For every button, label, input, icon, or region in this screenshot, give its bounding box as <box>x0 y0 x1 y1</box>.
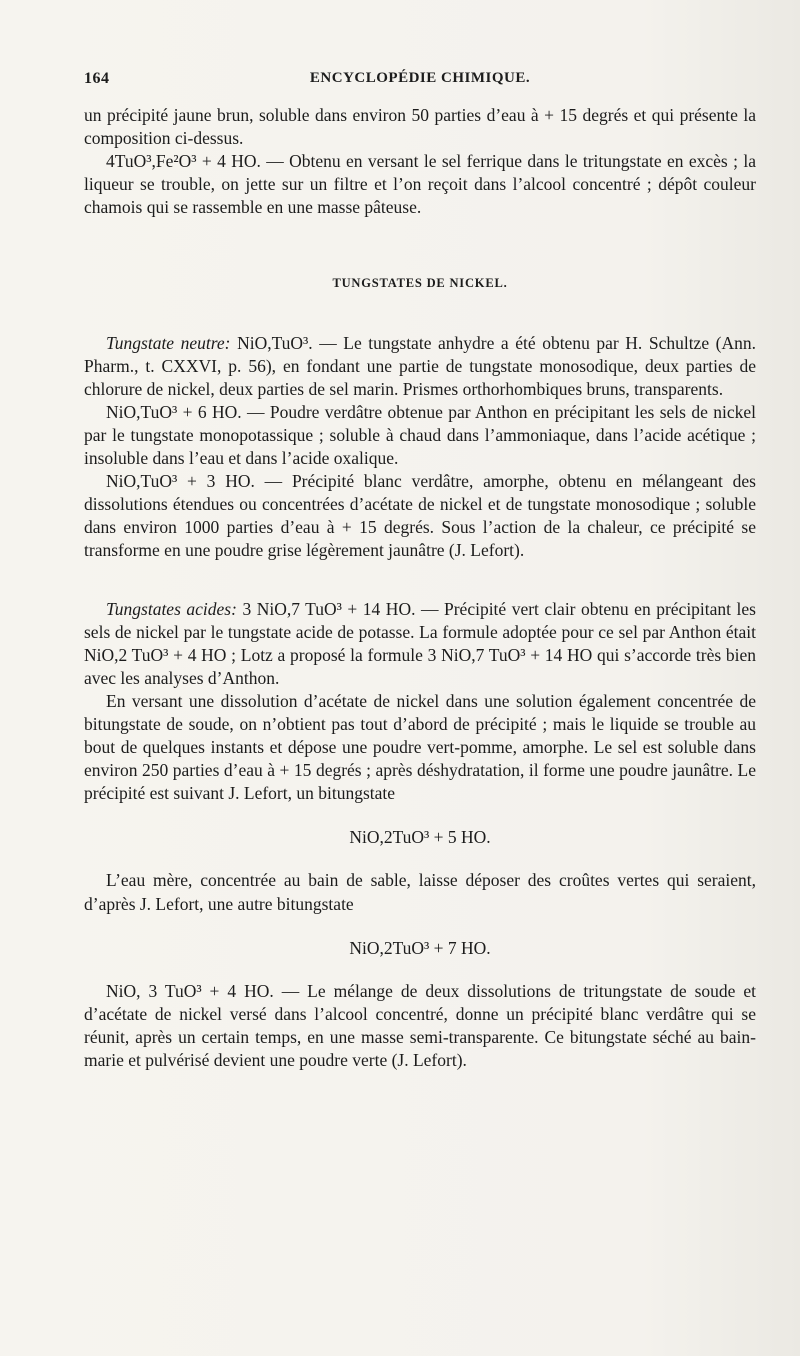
paragraph-acid-tungstates <box>84 598 756 690</box>
paragraph-tritungstate: NiO, 3 TuO³ + 4 HO. — Le mélange de deux dissolutions de tritungstate de soude et d’acétate de nickel versé dans l’alcool concentré, donne un précipité blanc verdâtre qui se réunit, après un certain temps, en une masse semi-transparente. Ce bitungstate séché au bain-marie et pulvérisé devient une poudre verte (J. Lefort). <box>84 980 756 1070</box>
formula-bitungstate-5ho: NiO,2TuO³ + 5 HO. <box>349 827 491 848</box>
running-title: ENCYCLOPÉDIE CHIMIQUE. <box>309 70 531 86</box>
page-number: 164 <box>84 70 110 87</box>
entry-text-neutral: NiO,TuO³. — Le tungstate anhydre a été obtenu par H. Schultze (Ann. Pharm., t. CXXVI, p. 56), en fondant une partie de tungstate monosodique, deux parties de chlorure de nickel, deux parties de sel marin. Prismes orthorhombiques bruns, transparents. <box>84 332 756 399</box>
paragraph-neutral-tungstate <box>84 332 756 401</box>
paragraph-iron-tungstate: 4TuO³,Fe²O³ + 4 HO. — Obtenu en versant le sel ferrique dans le tritungstate en excès ; la liqueur se trouble, on jette sur un filtre et l’on reçoit dans l’alcool concentré ; dépôt couleur chamois qui se rassemble en une masse pâteuse. <box>84 151 756 218</box>
paragraph-bitungstate-prep: En versant une dissolution d’acétate de nickel dans une solution également concentrée de bitungstate de soude, on n’obtient pas tout d’abord de précipité ; mais le liquide se trouble au bout de quelques instants et dépose une poudre vert-pomme, amorphe. Le sel est soluble dans environ 250 parties d’eau à + 15 degrés ; après déshydratation, il forme une poudre jaunâtre. Le précipité est suivant J. Lefort, un bitungstate <box>84 690 756 804</box>
paragraph-hexahydrate: NiO,TuO³ + 6 HO. — Poudre verdâtre obtenue par Anthon en précipitant les sels de nickel par le tungstate monopotassique ; soluble à chaud dans l’ammoniaque, dans l’acide acétique ; insoluble dans l’eau et dans l’acide oxalique. <box>84 401 756 469</box>
entry-label-acid: Tungstates acides: <box>106 598 237 619</box>
formula-bitungstate-7ho: NiO,2TuO³ + 7 HO. <box>349 937 491 958</box>
paragraph-mother-liquor: L’eau mère, concentrée au bain de sable, laisse déposer des croûtes vertes qui seraient, d’après J. Lefort, une autre bitungstate <box>84 870 756 914</box>
page-header <box>84 70 756 94</box>
entry-label-neutral: Tungstate neutre: <box>106 332 231 353</box>
section-heading: TUNGSTATES DE NICKEL. <box>332 276 508 291</box>
page-body <box>84 104 756 1072</box>
entry-text-acid: 3 NiO,7 TuO³ + 14 HO. — Précipité vert clair obtenu en précipitant les sels de nickel par le tungstate acide de potasse. La formule adoptée pour ce sel par Anthon était NiO,2 TuO³ + 4 HO ; Lotz a proposé la formule 3 NiO,7 TuO³ + 14 HO qui s’accorde très bien avec les analyses d’Anthon. <box>84 598 756 688</box>
paragraph-continuation: un précipité jaune brun, soluble dans environ 50 parties d’eau à + 15 degrés et qui présente la composition ci-dessus. <box>84 105 756 149</box>
paragraph-trihydrate: NiO,TuO³ + 3 HO. — Précipité blanc verdâtre, amorphe, obtenu en mélangeant des dissolutions étendues ou concentrées d’acétate de nickel et de tungstate monosodique ; soluble dans environ 1000 parties d’eau à + 15 degrés. Sous l’action de la chaleur, ce précipité se transforme en une poudre grise légèrement jaunâtre (J. Lefort). <box>84 471 756 561</box>
